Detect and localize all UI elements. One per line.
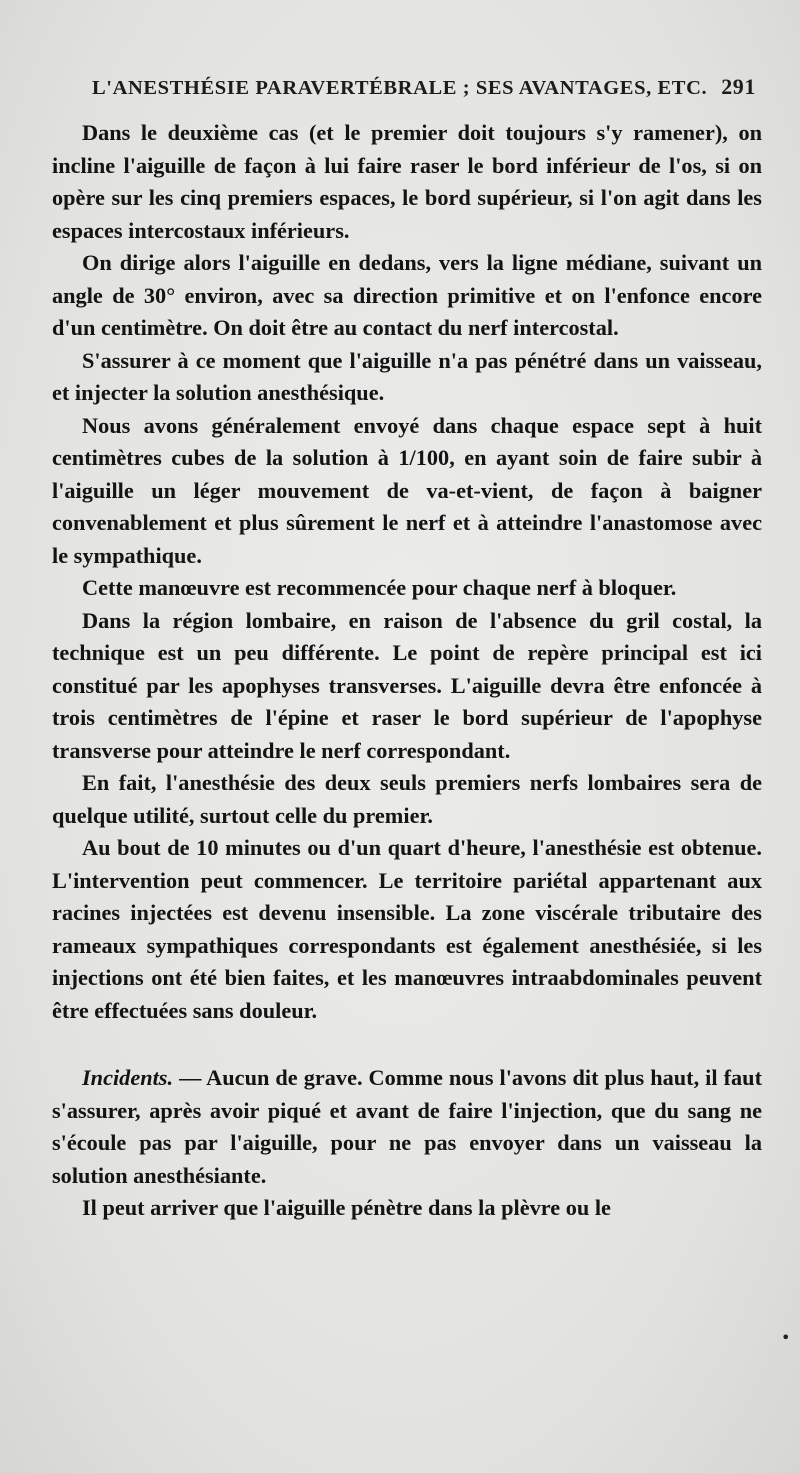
margin-mark: •: [781, 1328, 791, 1347]
page-body: [52, 117, 762, 1225]
running-header: [92, 74, 756, 100]
paragraph-2: On dirige alors l'aiguille en dedans, vers la ligne médiane, suivant un angle de 30° environ, avec sa direction primitive et on l'enfonce encore d'un centimètre. On doit être au contact du nerf intercostal.: [52, 250, 762, 340]
paragraph-8: Au bout de 10 minutes ou d'un quart d'heure, l'anesthésie est obtenue. L'intervention peut commencer. Le territoire pariétal appartenant aux racines injectées est devenu insensible. La zone viscérale tributaire des rameaux sympathiques correspondants est également anesthésiée, si les injections ont été bien faites, et les manœuvres intraabdominales peuvent être effectuées sans douleur.: [52, 835, 762, 1023]
page-number: 291: [721, 74, 756, 99]
last-paragraph: Il peut arriver que l'aiguille pénètre dans la plèvre ou le: [82, 1195, 611, 1220]
incidents-paragraph: [52, 1062, 762, 1192]
paragraph-1: Dans le deuxième cas (et le premier doit toujours s'y ramener), on incline l'aiguille de façon à lui faire raser le bord inférieur de l'os, si on opère sur les cinq premiers espaces, le bord supérieur, si l'on agit dans les espaces intercostaux inférieurs.: [52, 120, 762, 243]
paragraph-3: S'assurer à ce moment que l'aiguille n'a pas pénétré dans un vaisseau, et injecter la solution anesthésique.: [52, 347, 762, 405]
paragraph-6: Dans la région lombaire, en raison de l'absence du gril costal, la technique est un peu différente. Le point de repère principal est ici constitué par les apophyses transverses. L'aiguille devra être enfoncée à trois centimètres de l'épine et raser le bord supérieur de l'apophyse transverse pour atteindre le nerf correspondant.: [52, 607, 762, 763]
running-title: L'ANESTHÉSIE PARAVERTÉBRALE ; SES AVANTAGES, ETC.: [92, 77, 708, 99]
incidents-text: — Aucun de grave. Comme nous l'avons dit plus haut, il faut s'assurer, après avoir piqué et avant de faire l'injection, que du sang ne s'écoule pas par l'aiguille, pour ne pas envoyer dans un vaisseau la solution anesthésiante.: [52, 1065, 762, 1188]
paragraph-5: Cette manœuvre est recommencée pour chaque nerf à bloquer.: [82, 575, 677, 600]
paragraph-7: En fait, l'anesthésie des deux seuls premiers nerfs lombaires sera de quelque utilité, surtout celle du premier.: [52, 770, 762, 828]
paragraph-4: Nous avons généralement envoyé dans chaque espace sept à huit centimètres cubes de la solution à 1/100, en ayant soin de faire subir à l'aiguille un léger mouvement de va-et-vient, de façon à baigner convenablement et plus sûrement le nerf et à atteindre l'anastomose avec le sympathique.: [52, 412, 762, 568]
incidents-label: Incidents.: [82, 1065, 174, 1090]
